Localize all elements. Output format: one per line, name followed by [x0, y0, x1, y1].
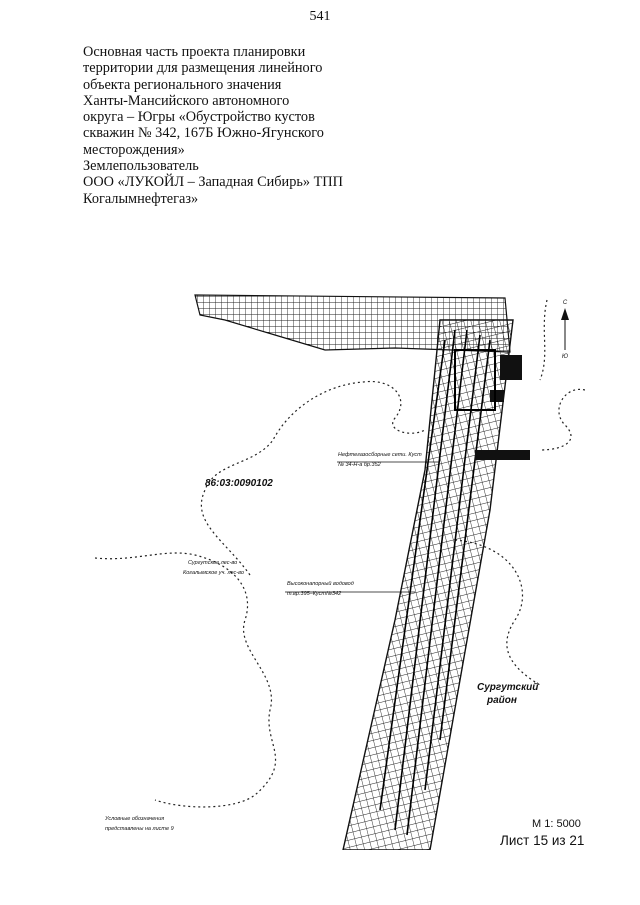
- district-boundary-line: [540, 300, 547, 380]
- header-line: ООО «ЛУКОЙЛ – Западная Сибирь» ТПП: [83, 174, 343, 191]
- forest-boundary-line: [95, 553, 276, 807]
- header-line: скважин № 342, 167Б Южно-Ягунского: [83, 125, 324, 142]
- header-line: Ханты-Мансийского автономного: [83, 92, 290, 109]
- header-line: Основная часть проекта планировки: [83, 44, 306, 60]
- header-line: объекта регионального значения: [83, 76, 282, 93]
- forest-label: Когалымское уч. лес-во: [183, 570, 244, 576]
- north-arrow-icon: [561, 300, 569, 360]
- district-label: Сургутский: [477, 682, 539, 693]
- water-pipeline-callout: Высоконапорный водовод: [287, 581, 354, 587]
- sheet-number: Лист 15 из 21: [500, 833, 585, 848]
- header-line: округа – Югры «Обустройство кустов: [83, 109, 315, 126]
- document-header: [83, 44, 383, 207]
- planning-map: [95, 290, 585, 850]
- oil-pipeline-callout: Нефтегазосборные сети. Куст: [338, 452, 422, 458]
- header-line: месторождения»: [83, 141, 185, 158]
- cadastral-number-label: 86:03:0090102: [205, 478, 273, 489]
- district-label: район: [487, 695, 517, 706]
- header-line: Землепользователь: [83, 158, 199, 175]
- south-label: Ю: [561, 354, 569, 360]
- map-canvas: [95, 290, 585, 850]
- legend-note: представлены на листе 9: [105, 826, 174, 832]
- water-pipeline-callout: т.вр.395–Куст№342: [287, 591, 342, 597]
- north-label: С: [562, 300, 568, 306]
- map-scale: М 1: 5000: [532, 818, 581, 830]
- legend-note: Условные обозначения: [105, 816, 165, 822]
- header-line: территории для размещения линейного: [83, 60, 323, 77]
- forest-label: Сургутское лес-во: [188, 560, 238, 566]
- oil-pipeline-callout: № 34-Н-а бр.352: [338, 462, 381, 468]
- header-line: Когалымнефтегаз»: [83, 190, 199, 207]
- page-number: 541: [309, 9, 331, 24]
